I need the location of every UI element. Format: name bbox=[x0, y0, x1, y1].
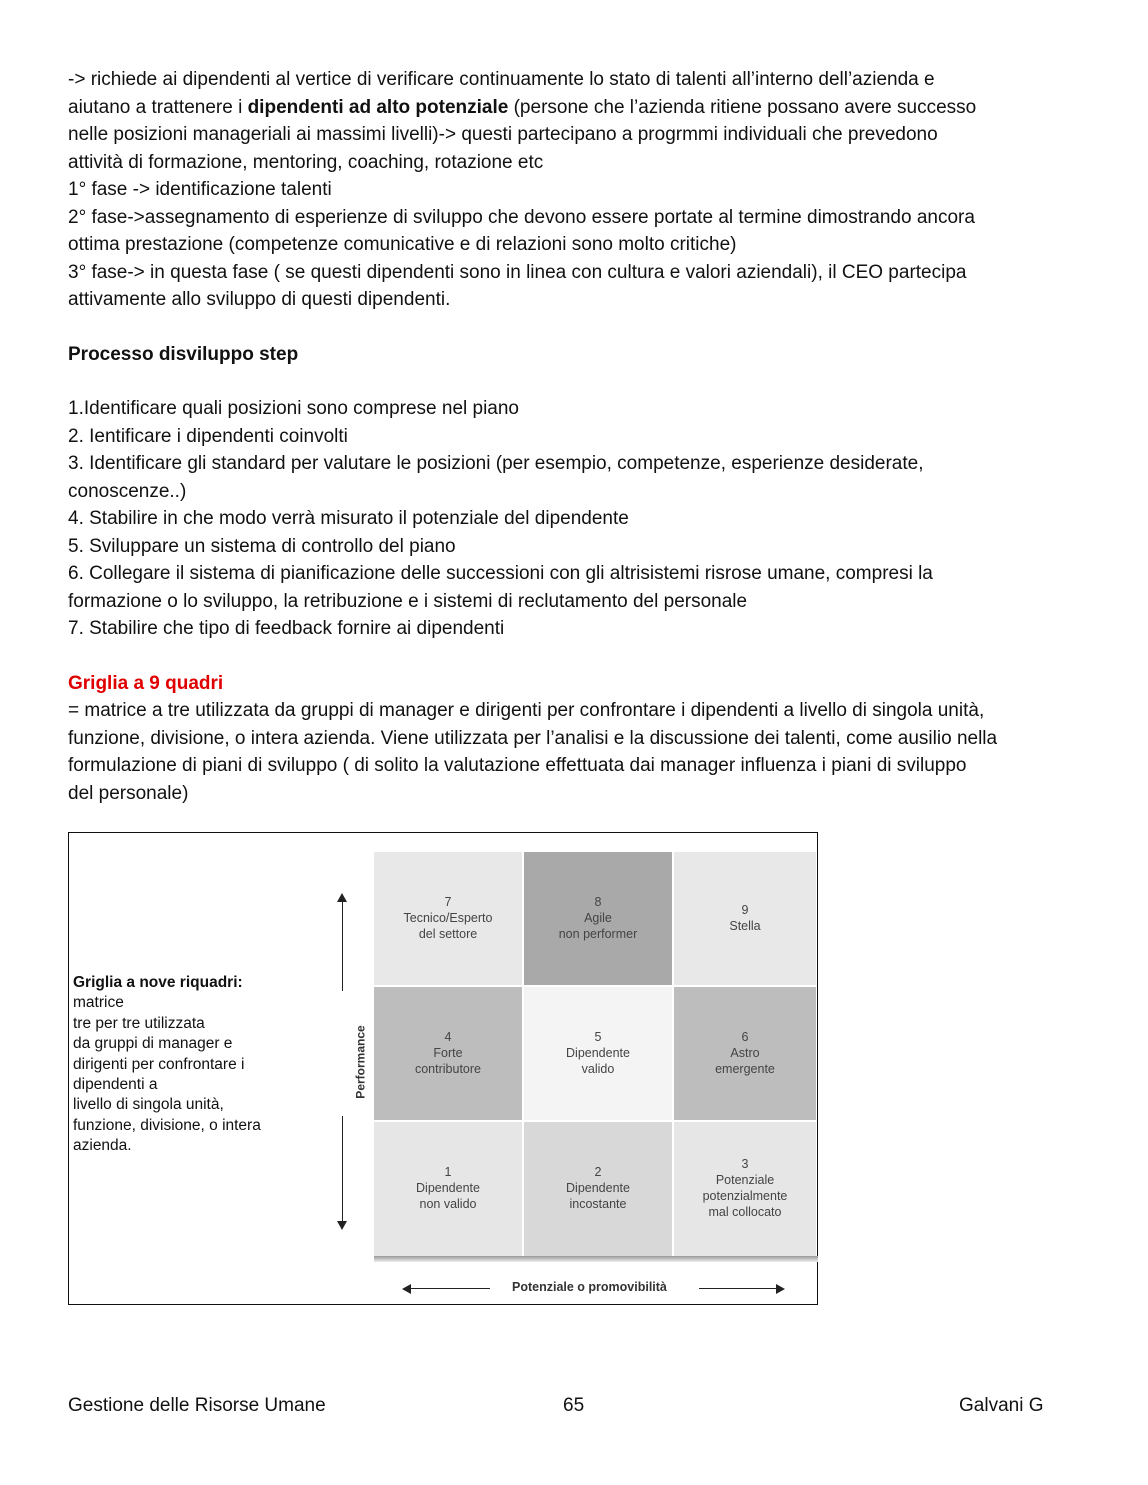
cell-number: 5 bbox=[594, 1030, 602, 1044]
y-axis-line-bottom bbox=[342, 1116, 343, 1223]
figure-caption-line: dipendenti a bbox=[73, 1076, 158, 1094]
grid-description-line: del personale) bbox=[68, 782, 189, 804]
grid-cell-4 bbox=[374, 987, 522, 1120]
figure-caption-title: Griglia a nove riquadri: bbox=[73, 974, 243, 991]
process-step: 5. Sviluppare un sistema di controllo del piano bbox=[68, 535, 456, 557]
cell-number: 3 bbox=[741, 1157, 749, 1171]
intro-line: 1° fase -> identificazione talenti bbox=[68, 179, 332, 200]
figure-caption-line: dirigenti per confrontare i bbox=[73, 1055, 245, 1073]
text-run: aiutano a trattenere i bbox=[68, 96, 248, 118]
process-step: 7. Stabilire che tipo di feedback fornire ai dipendenti bbox=[68, 618, 505, 639]
intro-line: nelle posizioni manageriali ai massimi livelli)-> questi partecipano a progrmmi individuali che prevedono bbox=[68, 124, 938, 145]
text-run: (persone che l’azienda ritiene possano avere successo bbox=[508, 96, 977, 118]
cell-label: Potenziale bbox=[715, 1173, 775, 1187]
cell-number: 9 bbox=[741, 903, 749, 917]
cell-label: Agile bbox=[584, 911, 612, 925]
intro-line: attività di formazione, mentoring, coaching, rotazione etc bbox=[68, 151, 544, 173]
cell-label: incostante bbox=[569, 1197, 627, 1211]
x-axis-label: Potenziale o promovibilità bbox=[512, 1280, 667, 1294]
process-step: 6. Collegare il sistema di pianificazione delle successioni con gli altrisistemi risrose umane, compresi la bbox=[68, 563, 933, 584]
cell-number: 6 bbox=[741, 1030, 749, 1044]
grid-description-line: = matrice a tre utilizzata da gruppi di manager e dirigenti per confrontare i dipendenti a livello di singola unità, bbox=[68, 700, 985, 721]
y-axis-arrow-down-icon bbox=[337, 1221, 347, 1230]
cell-number: 4 bbox=[444, 1030, 452, 1044]
nine-box-grid bbox=[374, 852, 816, 1256]
cell-label: mal collocato bbox=[708, 1205, 782, 1219]
cell-label: Dipendente bbox=[416, 1181, 480, 1195]
cell-label: Forte bbox=[433, 1046, 463, 1060]
cell-number: 8 bbox=[594, 895, 602, 909]
process-step: 3. Identificare gli standard per valutare le posizioni (per esempio, competenze, esperienze desiderate, bbox=[68, 453, 924, 474]
cell-label: non performer bbox=[558, 927, 638, 941]
y-axis-line-top bbox=[342, 901, 343, 991]
process-step: 4. Stabilire in che modo verrà misurato il potenziale del dipendente bbox=[68, 508, 629, 529]
figure-caption bbox=[73, 973, 303, 1157]
page-body bbox=[68, 66, 1083, 807]
cell-label: Astro bbox=[730, 1046, 760, 1060]
footer-right: Galvani G bbox=[959, 1395, 1044, 1416]
intro-line: 3° fase-> in questa fase ( se questi dipendenti sono in linea con cultura e valori aziendali), il CEO partecipa bbox=[68, 261, 967, 283]
figure-caption-line: azienda. bbox=[73, 1137, 132, 1155]
y-axis-label: Performance bbox=[353, 1025, 368, 1099]
cell-label: non valido bbox=[419, 1197, 477, 1211]
x-axis-arrow-right-icon bbox=[776, 1284, 785, 1294]
intro-line: ottima prestazione (competenze comunicative e di relazioni sono molto critiche) bbox=[68, 234, 737, 255]
cell-label: Dipendente bbox=[566, 1046, 630, 1060]
cell-label: emergente bbox=[715, 1062, 775, 1076]
cell-number: 7 bbox=[444, 895, 452, 909]
intro-line bbox=[68, 94, 1083, 122]
x-axis-line-right bbox=[699, 1288, 777, 1289]
page-number: 65 bbox=[563, 1395, 585, 1416]
grid-cell-1 bbox=[374, 1122, 522, 1256]
process-heading: Processo disviluppo step bbox=[68, 343, 299, 365]
process-step: 2. Ientificare i dipendenti coinvolti bbox=[68, 425, 348, 447]
grid-cell-6 bbox=[674, 987, 816, 1120]
cell-label: valido bbox=[581, 1062, 615, 1076]
figure-caption-line: matrice bbox=[73, 994, 124, 1012]
grid-shadow bbox=[374, 1256, 818, 1262]
cell-number: 2 bbox=[594, 1165, 602, 1179]
cell-label: Stella bbox=[729, 919, 761, 933]
grid-cell-9 bbox=[674, 852, 816, 985]
cell-number: 1 bbox=[444, 1165, 452, 1179]
x-axis-arrow-left-icon bbox=[402, 1284, 411, 1294]
intro-line: 2° fase->assegnamento di esperienze di sviluppo che devono essere portate al termine dimostrando ancora bbox=[68, 206, 975, 228]
intro-line: attivamente allo sviluppo di questi dipendenti. bbox=[68, 289, 451, 310]
cell-label: Dipendente bbox=[566, 1181, 630, 1195]
grid-cell-7 bbox=[374, 852, 522, 985]
cell-label: potenzialmente bbox=[702, 1189, 788, 1203]
grid-description-line: funzione, divisione, o intera azienda. Viene utilizzata per l’analisi e la discussione dei talenti, come ausilio nella bbox=[68, 727, 998, 749]
process-step: formazione o lo sviluppo, la retribuzione e i sistemi di reclutamento del personale bbox=[68, 590, 748, 612]
figure-caption-line: livello di singola unità, bbox=[73, 1096, 224, 1114]
x-axis-line-left bbox=[410, 1288, 490, 1289]
process-step: 1.Identificare quali posizioni sono comprese nel piano bbox=[68, 398, 519, 419]
grid-description-line: formulazione di piani di sviluppo ( di solito la valutazione effettuata dai manager influenza i piani di sviluppo bbox=[68, 755, 967, 776]
intro-line: -> richiede ai dipendenti al vertice di verificare continuamente lo stato di talenti all’interno dell’azienda e bbox=[68, 69, 935, 90]
grid-cell-5 bbox=[524, 987, 672, 1120]
bold-term: dipendenti ad alto potenziale bbox=[247, 96, 509, 118]
cell-label: contributore bbox=[414, 1062, 481, 1076]
cell-label: del settore bbox=[418, 927, 478, 941]
grid-heading: Griglia a 9 quadri bbox=[68, 672, 224, 694]
grid-cell-8 bbox=[524, 852, 672, 985]
figure-caption-line: funzione, divisione, o intera bbox=[73, 1116, 261, 1134]
grid-cell-3 bbox=[674, 1122, 816, 1256]
footer-left: Gestione delle Risorse Umane bbox=[68, 1395, 326, 1416]
figure-caption-line: da gruppi di manager e bbox=[73, 1035, 233, 1053]
cell-label: Tecnico/Esperto bbox=[403, 911, 493, 925]
nine-box-figure bbox=[68, 832, 818, 1305]
process-step: conoscenze..) bbox=[68, 480, 187, 502]
grid-cell-2 bbox=[524, 1122, 672, 1256]
figure-caption-line: tre per tre utilizzata bbox=[73, 1014, 205, 1032]
